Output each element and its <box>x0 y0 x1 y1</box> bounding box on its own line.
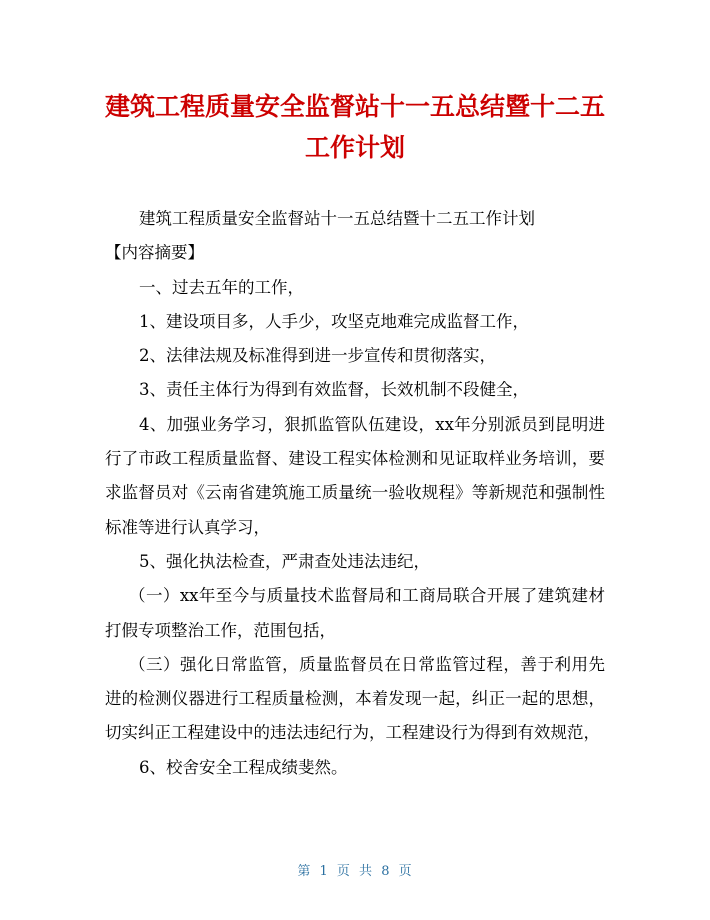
paragraph-item-5: 5、强化执法检查，严肃查处违法违纪， <box>139 551 430 571</box>
paragraph-item-1: 1、建设项目多，人手少，攻坚克地难完成监督工作， <box>139 311 529 331</box>
paragraph-subitem-1: （一）xx年至今与质量技术监督局和工商局联合开展了建筑建材打假专项整治工作，范围包括， <box>105 586 605 640</box>
paragraph-item-2: 2、法律法规及标准得到进一步宣传和贯彻落实， <box>139 346 496 366</box>
paragraph-subtitle: 建筑工程质量安全监督站十一五总结暨十二五工作计划 <box>139 209 535 228</box>
document-title-line-2: 工作计划 <box>304 133 405 162</box>
paragraph-subitem-3: （三）强化日常监管，质量监督员在日常监管过程，善于利用先进的检测仪器进行工程质量检测，本着发现一起，纠正一起的思想，切实纠正工程建设中的违法违纪行为，工程建设行为得到有效规范， <box>105 654 605 743</box>
paragraph-summary-label: 【内容摘要】 <box>105 243 204 263</box>
paragraph-item-6: 6、校舍安全工程成绩斐然。 <box>139 757 348 777</box>
paragraph-item-3: 3、责任主体行为得到有效监督，长效机制不段健全， <box>139 380 529 400</box>
page-footer: 第 1 页 共 8 页 <box>297 864 413 879</box>
document-body <box>105 202 605 785</box>
document-title-line-1: 建筑工程质量安全监督站十一五总结暨十二五 <box>104 92 605 121</box>
paragraph-section-heading: 一、过去五年的工作， <box>139 277 304 297</box>
paragraph-item-4: 4、加强业务学习，狠抓监管队伍建设，xx年分别派员到昆明进行了市政工程质量监督、建设工程实体检测和见证取样业务培训，要求监督员对《云南省建筑施工质量统一验收规程》等新规范和强制性标准等进行认真学习， <box>105 414 605 537</box>
